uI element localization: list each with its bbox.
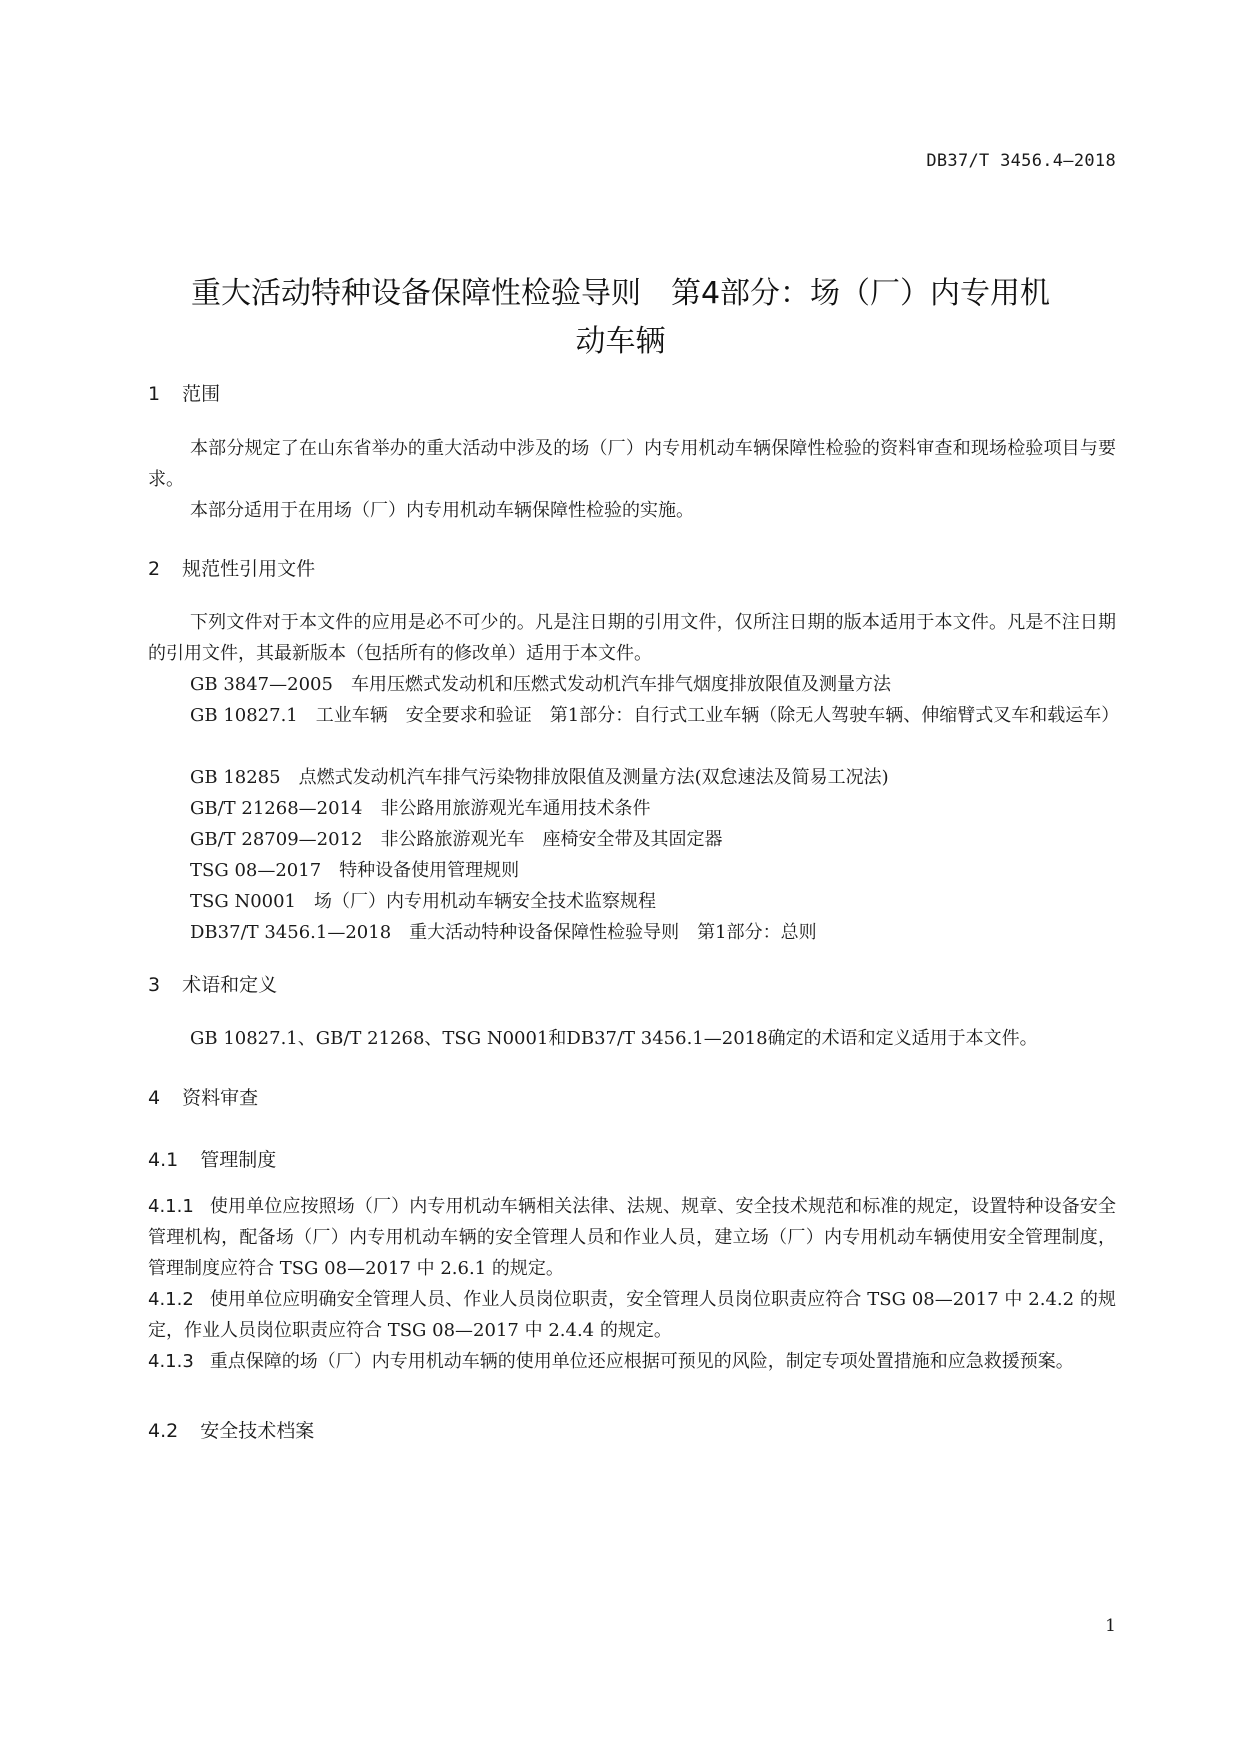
clause-text: 使用单位应明确安全管理人员、作业人员岗位职责，安全管理人员岗位职责应符合 TSG 08—2017 中 2.4.2 的规定，作业人员岗位职责应符合 TSG 08—2017 中 2.4.4 的规定。 [148, 1289, 1116, 1341]
section-title: 范围 [182, 383, 221, 405]
scope-paragraph-2: 本部分适用于在用场（厂）内专用机动车辆保障性检验的实施。 [190, 500, 694, 521]
title-line-1: 重大活动特种设备保障性检验导则 第4部分：场（厂）内专用机 [190, 276, 1051, 311]
clause-text: 重点保障的场（厂）内专用机动车辆的使用单位还应根据可预见的风险，制定专项处置措施和应急救援预案。 [209, 1351, 1074, 1372]
reference-item: GB 3847—2005 车用压燃式发动机和压燃式发动机汽车排气烟度排放限值及测量方法 [190, 674, 891, 695]
clause-number: 4.1.1 [148, 1196, 194, 1217]
reference-item: GB 10827.1 工业车辆 安全要求和验证 第1部分：自行式工业车辆（除无人驾驶车辆、伸缩臂式叉车和载运车） [190, 705, 1120, 726]
clause-4-1-1 [148, 1191, 1116, 1284]
standard-code: DB37/T 3456.4—2018 [926, 151, 1116, 171]
clause-4-1-3 [148, 1346, 1116, 1377]
title-line-2: 动车辆 [575, 324, 666, 359]
section-title: 术语和定义 [182, 974, 278, 996]
subsection-title: 管理制度 [200, 1149, 277, 1171]
section-heading-4 [148, 1083, 258, 1110]
section-number: 1 [148, 383, 161, 405]
subsection-number: 4.1 [148, 1149, 179, 1171]
section-number: 2 [148, 558, 161, 580]
scope-paragraph-1: 本部分规定了在山东省举办的重大活动中涉及的场（厂）内专用机动车辆保障性检验的资料审查和现场检验项目与要求。 [148, 438, 1116, 490]
clause-4-1-2 [148, 1284, 1116, 1346]
section-heading-2 [148, 554, 315, 581]
reference-item: TSG 08—2017 特种设备使用管理规则 [190, 860, 520, 881]
section-number: 4 [148, 1087, 161, 1109]
section-title: 规范性引用文件 [182, 558, 316, 580]
document-title [130, 270, 1111, 366]
page-number: 1 [1105, 1616, 1116, 1636]
reference-item: GB/T 21268—2014 非公路用旅游观光车通用技术条件 [190, 798, 651, 819]
clause-number: 4.1.3 [148, 1351, 194, 1372]
reference-item: DB37/T 3456.1—2018 重大活动特种设备保障性检验导则 第1部分：总则 [190, 922, 817, 943]
clause-number: 4.1.2 [148, 1289, 194, 1310]
section-title: 资料审查 [182, 1087, 259, 1109]
subsection-heading-4-2 [148, 1416, 314, 1443]
reference-item: GB/T 28709—2012 非公路旅游观光车 座椅安全带及其固定器 [190, 829, 723, 850]
section-number: 3 [148, 974, 161, 996]
subsection-number: 4.2 [148, 1420, 179, 1442]
subsection-title: 安全技术档案 [200, 1420, 315, 1442]
section-heading-1 [148, 379, 220, 406]
clause-text: 使用单位应按照场（厂）内专用机动车辆相关法律、法规、规章、安全技术规范和标准的规定，设置特种设备安全管理机构，配备场（厂）内专用机动车辆的安全管理人员和作业人员，建立场（厂）内专用机动车辆使用安全管理制度，管理制度应符合 TSG 08—2017 中 2.6.1 的规定。 [148, 1196, 1116, 1279]
reference-item: GB 18285 点燃式发动机汽车排气污染物排放限值及测量方法(双怠速法及简易工况法) [190, 767, 889, 788]
terms-paragraph: GB 10827.1、GB/T 21268、TSG N0001和DB37/T 3456.1—2018确定的术语和定义适用于本文件。 [190, 1028, 1038, 1049]
subsection-heading-4-1 [148, 1145, 276, 1172]
references-intro: 下列文件对于本文件的应用是必不可少的。凡是注日期的引用文件，仅所注日期的版本适用于本文件。凡是不注日期的引用文件，其最新版本（包括所有的修改单）适用于本文件。 [148, 612, 1116, 664]
section-heading-3 [148, 970, 277, 997]
reference-item: TSG N0001 场（厂）内专用机动车辆安全技术监察规程 [190, 891, 656, 912]
